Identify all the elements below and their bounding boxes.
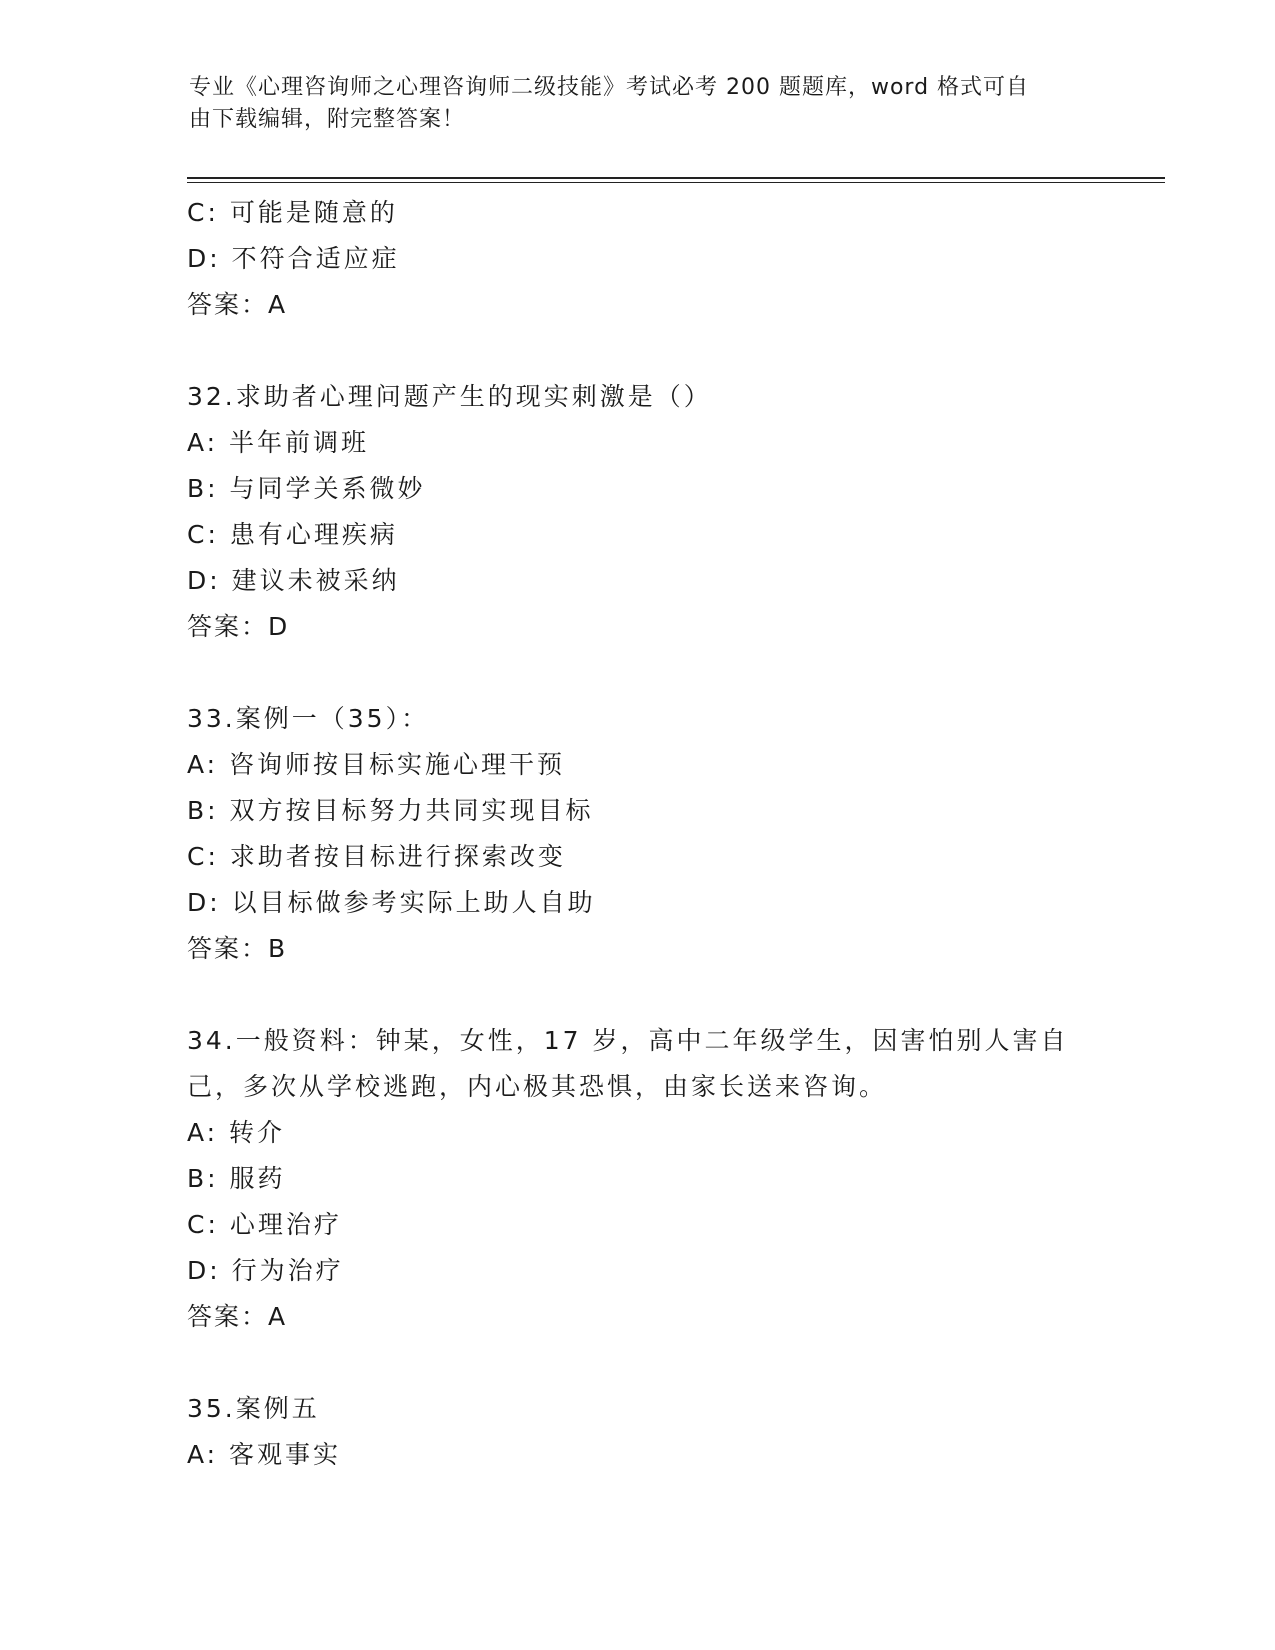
question-block-33 [187, 696, 1117, 972]
option-c: C: 求助者按目标进行探索改变 [187, 842, 566, 871]
option-b: B: 与同学关系微妙 [187, 474, 426, 503]
answer-line: 答案：A [187, 1302, 288, 1331]
option-a: A: 半年前调班 [187, 428, 370, 457]
header-divider-thin [187, 182, 1165, 183]
question-list [187, 190, 1117, 1478]
block-spacer [187, 1340, 1117, 1386]
block-spacer [187, 972, 1117, 1018]
header-line-2: 由下载编辑，附完整答案！ [189, 107, 466, 132]
header-divider-thick [187, 177, 1165, 179]
question-text: 32.求助者心理问题产生的现实刺激是（） [187, 382, 712, 411]
option-a: A: 咨询师按目标实施心理干预 [187, 750, 566, 779]
option-b: B: 双方按目标努力共同实现目标 [187, 796, 594, 825]
option-d: D: 以目标做参考实际上助人自助 [187, 888, 596, 917]
document-header [189, 72, 1069, 136]
block-spacer [187, 328, 1117, 374]
option-c: C: 可能是随意的 [187, 198, 398, 227]
question-block-32 [187, 374, 1117, 650]
option-d: D: 行为治疗 [187, 1256, 344, 1285]
question-text: 35.案例五 [187, 1394, 320, 1423]
question-text: 33.案例一（35）： [187, 704, 430, 733]
answer-line: 答案：D [187, 612, 290, 641]
answer-line: 答案：B [187, 934, 288, 963]
option-c: C: 心理治疗 [187, 1210, 342, 1239]
question-block-35 [187, 1386, 1117, 1478]
option-c: C: 患有心理疾病 [187, 520, 398, 549]
option-d: D: 建议未被采纳 [187, 566, 400, 595]
option-d: D: 不符合适应症 [187, 244, 400, 273]
question-text-line-2: 己，多次从学校逃跑，内心极其恐惧，由家长送来咨询。 [187, 1072, 888, 1101]
block-spacer [187, 650, 1117, 696]
option-a: A: 客观事实 [187, 1440, 342, 1469]
option-b: B: 服药 [187, 1164, 286, 1193]
option-a: A: 转介 [187, 1118, 286, 1147]
question-block-34 [187, 1018, 1117, 1340]
answer-line: 答案：A [187, 290, 288, 319]
header-line-1: 专业《心理咨询师之心理咨询师二级技能》考试必考 200 题题库，word 格式可自 [189, 75, 1030, 100]
question-text-line-1: 34.一般资料：钟某，女性，17 岁，高中二年级学生，因害怕别人害自 [187, 1026, 1069, 1055]
question-block-31 [187, 190, 1117, 328]
